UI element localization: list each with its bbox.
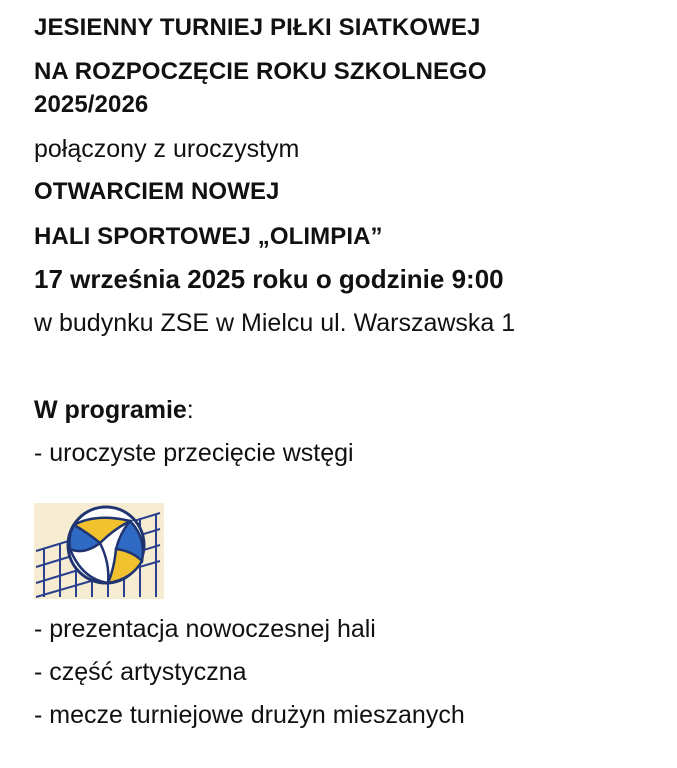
event-location: w budynku ZSE w Mielcu ul. Warszawska 1 <box>34 309 516 337</box>
heading-line-1: JESIENNY TURNIEJ PIŁKI SIATKOWEJ <box>34 14 481 41</box>
opening-line-2: HALI SPORTOWEJ „OLIMPIA” <box>34 223 383 250</box>
program-label: W programie <box>34 396 187 424</box>
program-heading <box>34 398 194 423</box>
program-colon: : <box>186 396 194 424</box>
program-item: - prezentacja nowoczesnej hali <box>34 615 376 643</box>
volleyball-icon <box>68 507 144 583</box>
program-item: - uroczyste przecięcie wstęgi <box>34 439 354 467</box>
heading-line-3: 2025/2026 <box>34 91 149 118</box>
opening-line-1: OTWARCIEM NOWEJ <box>34 178 280 205</box>
event-datetime: 17 września 2025 roku o godzinie 9:00 <box>34 264 504 294</box>
heading-line-2: NA ROZPOCZĘCIE ROKU SZKOLNEGO <box>34 58 487 85</box>
program-item: - mecze turniejowe drużyn mieszanych <box>34 701 465 729</box>
connector-text: połączony z uroczystym <box>34 135 300 163</box>
volleyball-net-icon <box>34 503 164 599</box>
program-item: - część artystyczna <box>34 658 247 686</box>
